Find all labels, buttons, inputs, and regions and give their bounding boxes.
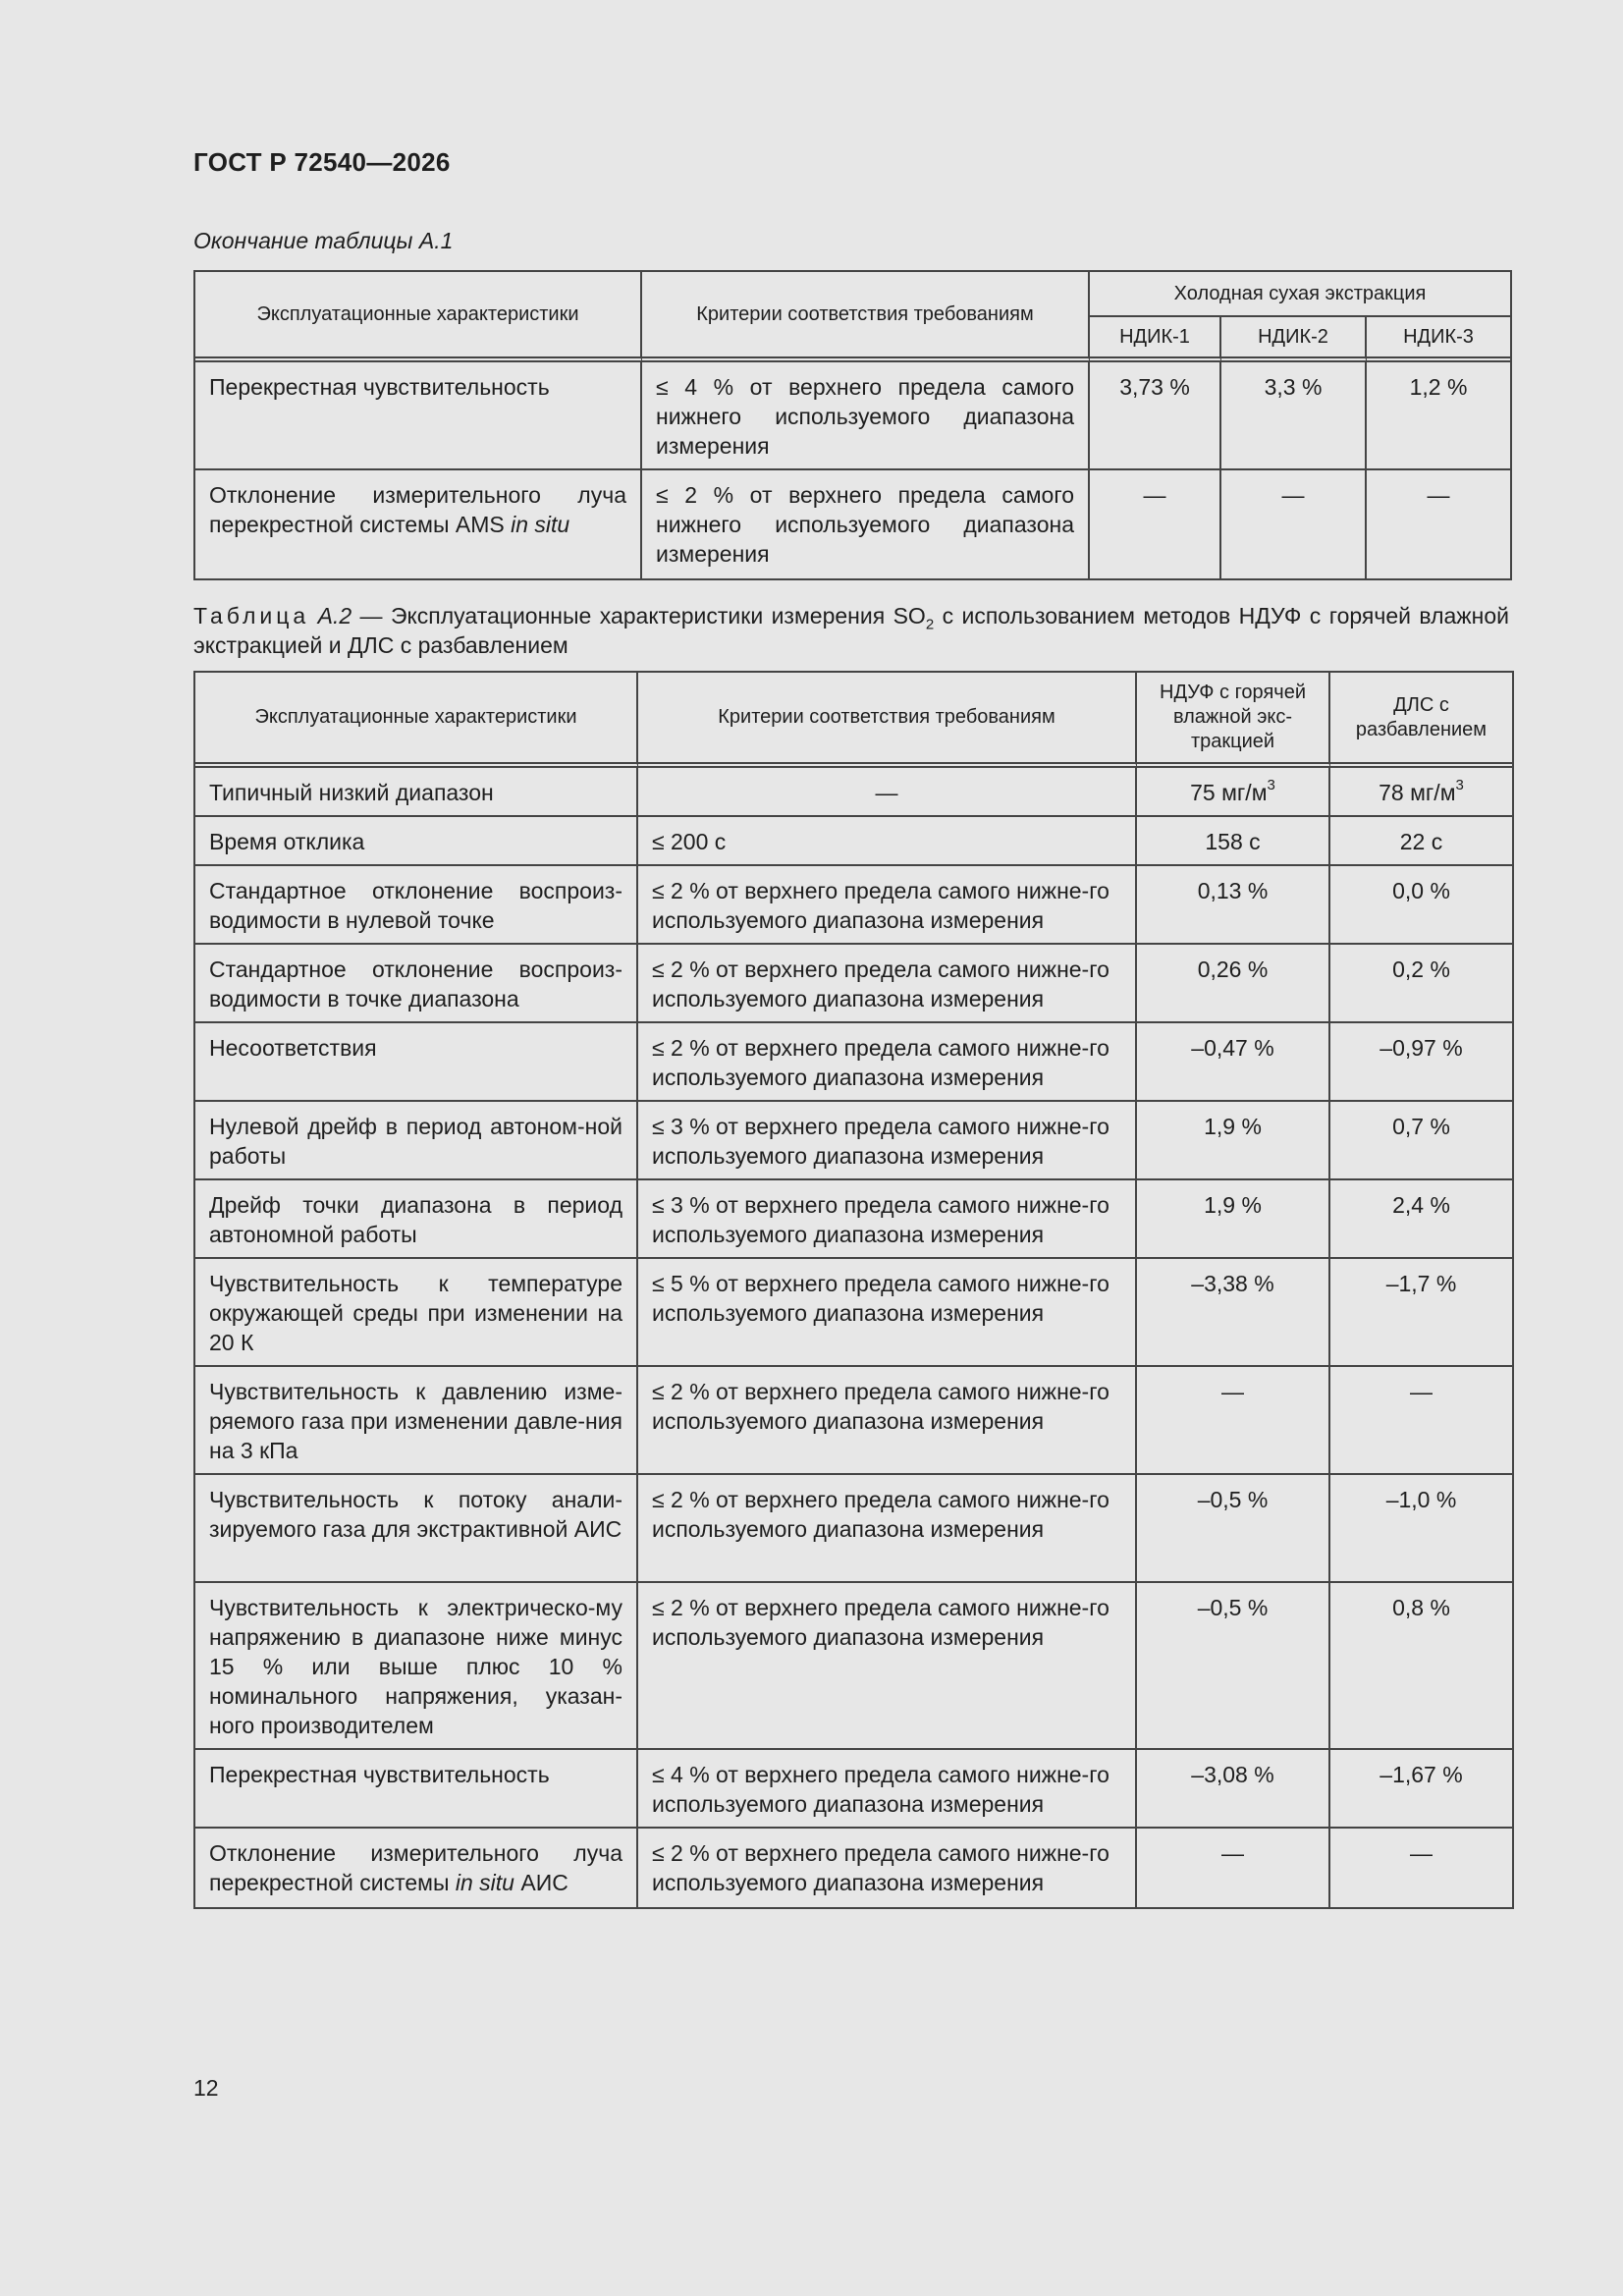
row-value-1: 1,9 % (1137, 1102, 1330, 1180)
table-row (195, 1829, 1512, 1907)
row-name-text: Отклонение измерительного луча перекрестной системы (209, 1840, 622, 1895)
row-name: Чувствительность к электрическо-му напряжению в диапазоне ниже минус 15 % или выше плюс 10 % номинального напряжения, указан-ного производителем (195, 1583, 638, 1750)
table-continuation-label: Окончание таблицы А.1 (193, 228, 454, 253)
header-characteristics: Эксплуатационные характеристики (195, 673, 638, 768)
table-row (195, 768, 1512, 817)
row-value-1: –0,5 % (1137, 1475, 1330, 1583)
row-criteria: ≤ 2 % от верхнего предела самого нижне-го используемого диапазона измерения (638, 1023, 1137, 1102)
row-name: Стандартное отклонение воспроиз-водимости в нулевой точке (195, 866, 638, 945)
row-name: Нулевой дрейф в период автоном-ной работы (195, 1102, 638, 1180)
row-criteria: ≤ 2 % от верхнего предела самого нижне-го используемого диапазона измерения (638, 1583, 1137, 1750)
row-value-2: 22 с (1330, 817, 1512, 866)
row-name (195, 470, 642, 578)
value-sup: 3 (1455, 777, 1464, 794)
caption-text-end: с использованием методов НДУФ с горячей влажной экстракцией и ДЛС с разбавлением (193, 603, 1510, 658)
row-criteria: ≤ 2 % от верхнего предела самого нижне-го используемого диапазона измерения (638, 1475, 1137, 1583)
table-row (195, 1023, 1512, 1102)
row-value-2: 0,0 % (1330, 866, 1512, 945)
header-col-2: НДИК-2 (1221, 317, 1367, 362)
row-value: 3,73 % (1090, 362, 1221, 470)
header-criteria: Критерии соответствия требованиям (642, 272, 1090, 362)
row-value: — (1090, 470, 1221, 578)
table-row (195, 1180, 1512, 1259)
row-criteria: ≤ 4 % от верхнего предела самого нижнего используемого диапазона измерения (642, 362, 1090, 470)
row-name-text: Отклонение измерительного луча перекрестной системы AMS (209, 482, 626, 537)
row-criteria: ≤ 2 % от верхнего предела самого нижне-го используемого диапазона измерения (638, 866, 1137, 945)
row-name: Чувствительность к потоку анали-зируемого газа для экстрактивной АИС (195, 1475, 638, 1583)
header-dls: ДЛС с разбавлением (1330, 673, 1512, 768)
row-criteria: ≤ 4 % от верхнего предела самого нижне-го используемого диапазона измерения (638, 1750, 1137, 1829)
header-ndufgw: НДУФ с горячей влажной экс-тракцией (1137, 673, 1330, 768)
row-criteria: ≤ 200 с (638, 817, 1137, 866)
row-name: Типичный низкий диапазон (195, 768, 638, 817)
table-row (195, 1259, 1512, 1367)
row-value-1: 1,9 % (1137, 1180, 1330, 1259)
row-value: — (1427, 482, 1450, 508)
row-value-1: 0,13 % (1137, 866, 1330, 945)
table-row (195, 866, 1512, 945)
row-name: Несоответствия (195, 1023, 638, 1102)
row-name: Время отклика (195, 817, 638, 866)
row-value-2: 0,2 % (1330, 945, 1512, 1023)
row-name: Перекрестная чувствительность (195, 1750, 638, 1829)
row-value: 3,3 % (1221, 362, 1367, 470)
table-a1 (193, 270, 1512, 580)
row-value-1: — (1137, 1367, 1330, 1475)
table-a2 (193, 671, 1514, 1909)
row-criteria: ≤ 3 % от верхнего предела самого нижне-го используемого диапазона измерения (638, 1102, 1137, 1180)
row-value-1: — (1137, 1829, 1330, 1907)
page-number: 12 (193, 2075, 219, 2101)
row-value-2: –1,0 % (1330, 1475, 1512, 1583)
table-row (195, 945, 1512, 1023)
row-criteria: ≤ 2 % от верхнего предела самого нижне-го используемого диапазона измерения (638, 945, 1137, 1023)
row-criteria: — (638, 768, 1137, 817)
row-name-text-end: АИС (514, 1870, 568, 1895)
row-name: Чувствительность к давлению изме-ряемого газа при изменении давле-ния на 3 кПа (195, 1367, 638, 1475)
row-value-2: 0,8 % (1330, 1583, 1512, 1750)
caption-number: А.2 (317, 603, 352, 629)
value-text: 75 мг/м (1190, 780, 1268, 805)
row-name: Дрейф точки диапазона в период автономной работы (195, 1180, 638, 1259)
header-criteria: Критерии соответствия требованиям (638, 673, 1137, 768)
row-name-italic: in situ (511, 512, 570, 537)
row-value-1: 0,26 % (1137, 945, 1330, 1023)
row-value-2: –1,7 % (1330, 1259, 1512, 1367)
row-value-2 (1330, 768, 1512, 817)
row-value-1: –3,38 % (1137, 1259, 1330, 1367)
row-name (195, 1829, 638, 1907)
table-row (195, 1750, 1512, 1829)
table-row (195, 362, 1510, 470)
row-criteria: ≤ 3 % от верхнего предела самого нижне-го используемого диапазона измерения (638, 1180, 1137, 1259)
row-criteria: ≤ 2 % от верхнего предела самого нижнего используемого диапазона измерения (642, 470, 1090, 578)
table-row (195, 1475, 1512, 1583)
row-value-1: 158 с (1137, 817, 1330, 866)
caption-label: Таблица (193, 603, 310, 629)
table-row (195, 1367, 1512, 1475)
header-group: Холодная сухая экстракция (1090, 272, 1510, 317)
row-value-2: — (1410, 1840, 1433, 1866)
row-value-2: — (1330, 1367, 1512, 1475)
table-row (195, 1583, 1512, 1750)
table-a2-caption (193, 601, 1509, 660)
row-value-1: –0,47 % (1137, 1023, 1330, 1102)
row-value: 1,2 % (1367, 362, 1510, 470)
table-row (195, 470, 1510, 578)
document-header: ГОСТ Р 72540—2026 (193, 147, 451, 177)
caption-subscript: 2 (925, 616, 935, 633)
value-text: 78 мг/м (1379, 780, 1456, 805)
row-value-1: –0,5 % (1137, 1583, 1330, 1750)
row-value-2: –1,67 % (1330, 1750, 1512, 1829)
row-name-italic: in situ (455, 1870, 514, 1895)
row-value-2: 0,7 % (1330, 1102, 1512, 1180)
row-criteria: ≤ 5 % от верхнего предела самого нижне-го используемого диапазона измерения (638, 1259, 1137, 1367)
row-name: Перекрестная чувствительность (195, 362, 642, 470)
row-name: Чувствительность к температуре окружающей среды при изменении на 20 К (195, 1259, 638, 1367)
header-col-3: НДИК-3 (1367, 317, 1510, 362)
row-criteria: ≤ 2 % от верхнего предела самого нижне-го используемого диапазона измерения (638, 1829, 1137, 1907)
row-value-1: –3,08 % (1137, 1750, 1330, 1829)
value-sup: 3 (1267, 777, 1275, 794)
row-value-2: –0,97 % (1330, 1023, 1512, 1102)
row-criteria: ≤ 2 % от верхнего предела самого нижне-го используемого диапазона измерения (638, 1367, 1137, 1475)
row-name: Стандартное отклонение воспроиз-водимости в точке диапазона (195, 945, 638, 1023)
row-value: — (1221, 470, 1367, 578)
header-col-1: НДИК-1 (1090, 317, 1221, 362)
row-value-1 (1137, 768, 1330, 817)
caption-text: — Эксплуатационные характеристики измерения SO (352, 603, 926, 629)
row-value-2: 2,4 % (1330, 1180, 1512, 1259)
table-row (195, 817, 1512, 866)
table-row (195, 1102, 1512, 1180)
header-characteristics: Эксплуатационные характеристики (195, 272, 642, 362)
